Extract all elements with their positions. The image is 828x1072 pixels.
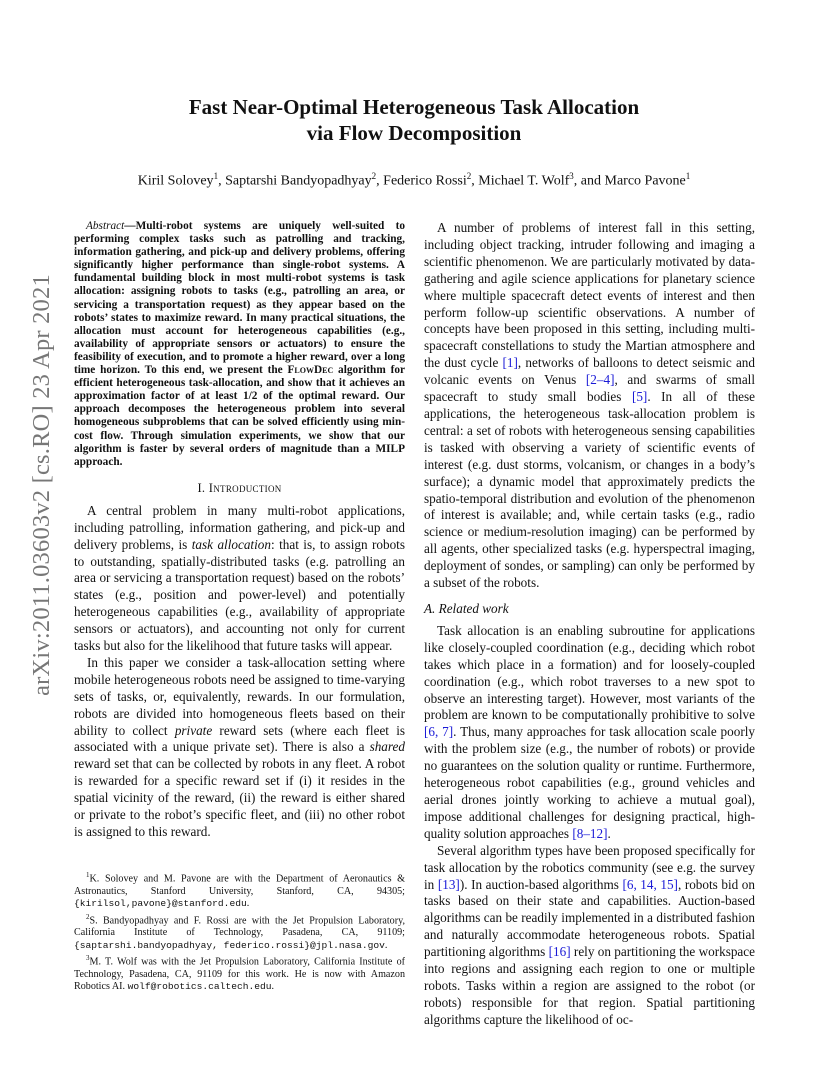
algorithm-name: FlowDec <box>287 364 334 377</box>
section-title: Introduction <box>208 480 282 495</box>
citation-link[interactable]: [6, 7] <box>424 724 454 740</box>
arxiv-stamp-text: arXiv:2011.03603v2 [cs.RO] 23 Apr 2021 <box>28 274 55 696</box>
related-work-paragraph-2 <box>424 843 755 1029</box>
paragraph-text: : that is, to assign robots to outstanding, spatially-distributed tasks (e.g. patrolling an area or servicing a transportation request) based on the robots’ states (e.g., position and power-level) and potentially heterogeneous capabilities (e.g., availability of appropriate sensors or actuators), and accounting not only for current tasks but also for the likelihood that future tasks will appear. <box>74 536 405 654</box>
footnote-text: . <box>271 981 275 993</box>
footnote-1 <box>74 869 405 911</box>
title-line-2: via Flow Decomposition <box>306 121 522 145</box>
author-affiliation: 2 <box>371 171 377 181</box>
paragraph-text: , and swarms of small spacecraft to study small bodies <box>424 372 755 405</box>
paper-title <box>0 94 828 146</box>
abstract-text: algorithm for efficient heterogeneous task-allocation, and show that it achieves an approximation factor of at least 1/2 of the optimal reward. Our approach decomposes the heterogeneous problem into several homogeneous subproblems that can be solved efficiently using min-cost flow. Through simulation experiments, we show that our algorithm is faster by several orders of magnitude than a MILP approach. <box>74 364 405 468</box>
footnote-text: . <box>246 898 250 910</box>
author-affiliation: 2 <box>466 171 472 181</box>
paragraph-text: A central problem in many multi-robot applications, including patrolling, information gathering, and pick-up and delivery problems, is <box>74 502 405 552</box>
author-name: Michael T. Wolf <box>478 173 570 189</box>
citation-link[interactable]: [6, 14, 15] <box>622 876 678 892</box>
intro-paragraph-1 <box>74 503 405 655</box>
footnote-text: S. Bandyopadhyay and F. Rossi are with the Jet Propulsion Laboratory, California Institute of Technology, Pasadena, CA, 91109; <box>74 914 405 939</box>
author-separator: , <box>471 173 479 189</box>
arxiv-stamp <box>22 274 62 696</box>
paragraph-text: reward sets (where each fleet is associated with a unique private set). There is also a <box>74 722 405 755</box>
author-name: Kiril Solovey <box>137 173 214 189</box>
paragraph-text: . Thus, many approaches for task allocation scale poorly with the problem size (e.g., the number of robots) or provide no guarantees on the solution quality or runtime. Furthermore, heterogeneous robot capabilities (e.g., ground vehicles and aerial drones jointly working to achieve a mutual goal), impose additional challenges for designing practical, high-quality solution approaches <box>424 724 755 841</box>
footnote-email: wolf@robotics.caltech.edu <box>127 981 272 993</box>
author-affiliation: 1 <box>213 171 219 181</box>
footnote-email: {saptarshi.bandyopadhyay, federico.rossi}@jpl.nasa.gov <box>74 939 385 951</box>
citation-link[interactable]: [16] <box>548 944 571 960</box>
paragraph-text: In this paper we consider a task-allocation setting where mobile heterogeneous robots need be assigned to time-varying sets of tasks, or, equivalently, rewards. In our formulation, robots are divided into homogeneous fleets based on their ability to collect <box>74 654 405 738</box>
author-separator: , and <box>573 173 605 189</box>
paragraph-text: A number of problems of interest fall in this setting, including object tracking, intruder following and imaging a scientific phenomenon. We are particularly motivated by data-gathering and agile science applications for planetary science where multiple spacecraft detect events of interest and then perform follow-up scientific observations. A number of concepts have been proposed in this setting, including multi-spacecraft constellations to study the Martian atmosphere and the dust cycle <box>424 220 755 371</box>
intro-paragraph-2 <box>74 655 405 841</box>
footnote-text: M. T. Wolf was with the Jet Propulsion Laboratory, California Institute of Technology, Pasadena, CA, 91109 for this work. He is now with Amazon Robotics AI. <box>74 956 405 993</box>
author-name: Marco Pavone <box>604 173 686 189</box>
footnote-2 <box>74 911 405 953</box>
paragraph-text: , robots bid on tasks based on their state and capabilities. Auction-based algorithms can be readily implemented in a distributed fashion and naturally accommodate heterogeneous robots. Spatial partitioning algorithms <box>424 876 755 960</box>
footnote-email: {kirilsol,pavone}@stanford.edu <box>74 898 247 910</box>
author-affiliation: 1 <box>685 171 691 181</box>
title-line-1: Fast Near-Optimal Heterogeneous Task Allocation <box>188 95 640 119</box>
paragraph-text: Several algorithm types have been proposed specifically for task allocation by the robotics community (see e.g. the survey in <box>424 842 755 892</box>
paragraph-text: rely on partitioning the workspace into regions and assigning each region to one or multiple robots. Tasks within a region are assigned to the robot (or robots) responsible for that region. Spatial partitioning algorithms capture the likelihood of oc- <box>424 944 755 1027</box>
emphasis-text: shared <box>369 739 405 755</box>
footnote-text: K. Solovey and M. Pavone are with the Department of Aeronautics & Astronautics, Stanford University, Stanford, CA, 94305; <box>74 873 405 897</box>
abstract-label: Abstract <box>86 220 125 232</box>
abstract-dash: — <box>124 220 136 232</box>
footnote-3 <box>74 952 405 994</box>
author-separator: , <box>376 173 384 189</box>
subsection-heading-related-work: A. Related work <box>424 600 509 616</box>
paragraph-text: Task allocation is an enabling subroutine for applications like closely-coupled coordination (e.g., deciding which robot takes which place in a formation) and for loosely-coupled coordination (e.g., which robot traverses to a new spot to observe an interesting target). However, most variants of the problem are known to be computationally prohibitive to solve <box>424 622 755 723</box>
intro-paragraph-3 <box>424 220 755 592</box>
author-name: Federico Rossi <box>383 173 467 189</box>
emphasis-text: private <box>174 722 213 738</box>
paragraph-text: , networks of balloons to detect seismic and volcanic events on Venus <box>424 355 755 388</box>
section-heading-introduction <box>74 481 405 496</box>
footnote-marker: 1 <box>86 871 90 879</box>
citation-link[interactable]: [13] <box>437 876 460 892</box>
section-number: I. <box>197 480 206 495</box>
author-separator: , <box>218 173 226 189</box>
author-name: Saptarshi Bandyopadhyay <box>225 173 372 189</box>
abstract-text: Multi-robot systems are uniquely well-suited to performing complex tasks such as patrolling and tracking, information gathering, and pick-up and delivery problems, offering significantly higher performance than single-robot systems. A fundamental building block in most multi-robot systems is task allocation: assigning robots to tasks (e.g., patrolling an area, or servicing a transportation request) as they appear based on the robots’ states to maximize reward. In many practical situations, the allocation must account for heterogeneous capabilities (e.g., availability of appropriate sensors or actuators) to ensure the feasibility of execution, and to promote a higher reward, over a long time horizon. To this end, we present the <box>74 220 405 377</box>
footnote-text: . <box>384 939 388 951</box>
abstract <box>74 220 405 469</box>
citation-link[interactable]: [5] <box>631 389 648 405</box>
paragraph-text: reward set that can be collected by robots in any fleet. A robot is rewarded for a specific reward set if (i) it resides in the spatial vicinity of the reward, (ii) the reward is either shared or private to the robot’s specific fleet, and (iii) no other robot is assigned to this reward. <box>74 756 405 839</box>
footnotes <box>74 869 405 994</box>
emphasis-text: task allocation <box>191 536 271 552</box>
footnote-marker: 2 <box>86 912 90 921</box>
left-column <box>74 220 405 841</box>
paragraph-text: . In all of these applications, the heterogeneous task-allocation problem is central: a set of robots with heterogeneous sensing capabilities is tasked with observing a variety of scientific events of interest (e.g. dust storms, volcanism, or changes in a body’s surface); a dynamic model that approximately predicts the spatio-temporal distribution and evolution of the phenomenon of interest is available; and, while certain tasks (e.g., radio science or medium-resolution imaging) can be performed by all agents, other specialized tasks (e.g. hyperspectral imaging, deployment of sondes, or sampling) can only be performed by a subset of the robots. <box>424 389 755 591</box>
paragraph-text: ). In auction-based algorithms <box>459 876 623 892</box>
related-work-paragraph-1 <box>424 623 755 843</box>
citation-link[interactable]: [2–4] <box>585 372 615 388</box>
citation-link[interactable]: [1] <box>502 355 518 371</box>
citation-link[interactable]: [8–12] <box>572 825 608 841</box>
author-list <box>0 171 828 190</box>
right-column <box>424 220 755 1029</box>
footnote-marker: 3 <box>86 954 90 963</box>
paragraph-text: . <box>607 825 611 841</box>
author-affiliation: 3 <box>569 171 574 181</box>
